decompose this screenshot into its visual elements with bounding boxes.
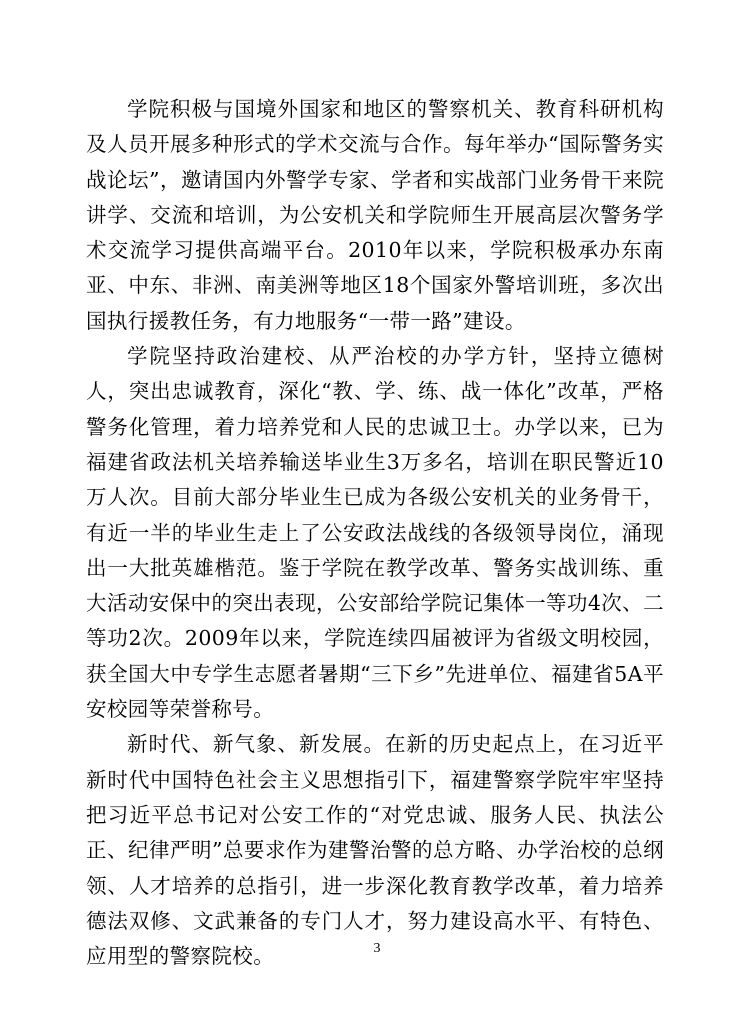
paragraph-new-era-development: 新时代、新气象、新发展。在新的历史起点上，在习近平新时代中国特色社会主义思想指引下，福建警察学院牢牢坚持把习近平总书记对公安工作的“对党忠诚、服务人民、执法公正、纪律严明”总要求作为建警治警的总方略、办学治校的总纲领、人才培养的总指引，进一步深化教育教学改革，着力培养德法双修、文武兼备的专门人才，努力建设高水平、有特色、应用型的警察院校。 [86,732,664,969]
paragraph-education-achievements: 学院坚持政治建校、从严治校的办学方针，坚持立德树人，突出忠诚教育，深化“教、学、练、战一体化”改革，严格警务化管理，着力培养党和人民的忠诚卫士。办学以来，已为福建省政法机关培养输送毕业生3万多名，培训在职民警近10万人次。目前大部分毕业生已成为各级公安机关的业务骨干，有近一半的毕业生走上了公安政法战线的各级领导岗位，涌现出一大批英雄楷范。鉴于学院在教学改革、警务实战训练、重大活动安保中的突出表现，公安部给学院记集体一等功4次、二等功2次。2009年以来，学院连续四届被评为省级文明校园，获全国大中专学生志愿者暑期“三下乡”先进单位、福建省5A平安校园等荣誉称号。 [86,344,664,722]
body-text [86,92,664,974]
paragraph-international-exchange: 学院积极与国境外国家和地区的警察机关、教育科研机构及人员开展多种形式的学术交流与合作。每年举办“国际警务实战论坛”，邀请国内外警学专家、学者和实战部门业务骨干来院讲学、交流和培训，为公安机关和学院师生开展高层次警务学术交流学习提供高端平台。2010年以来，学院积极承办东南亚、中东、非洲、南美洲等地区18个国家外警培训班，多次出国执行援教任务，有力地服务“一带一路”建设。 [86,97,664,333]
page-number: 3 [373,941,381,956]
